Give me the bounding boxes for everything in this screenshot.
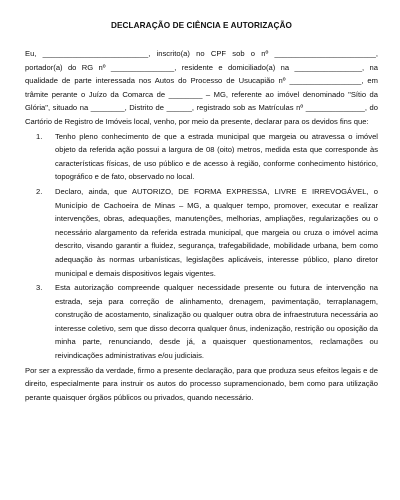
document-title: DECLARAÇÃO DE CIÊNCIA E AUTORIZAÇÃO — [110, 21, 293, 30]
list-item — [25, 281, 378, 363]
item-text: Esta autorização compreende qualquer necessidade presente ou futura de intervenção na estrada, seja para correção de alinhamento, drenagem, pavimentação, terraplanagem, construção de acostamento, sinalização ou qualquer outra obra de infraestrutura necessária ao interesse coletivo, sem que disso decorra qualquer ônus, indenização, restrição ou oposição da minha parte, renunciando, desde já, a quaisquer questionamentos, reclamações ou reivindicações administrativas e/ou judiciais. — [55, 283, 378, 361]
item-number: 1. — [36, 131, 43, 141]
list-item — [25, 130, 378, 184]
item-text: Tenho pleno conhecimento de que a estrada municipal que margeia ou atravessa o imóvel objeto da referida ação possui a largura de 08 (oito) metros, medida esta que corresponde às características físicas, de uso público e de acesso à região, conforme conhecimento histórico, topográfico e de fato, observado no local. — [55, 131, 378, 182]
item-number: 3. — [36, 283, 43, 293]
intro-paragraph: Eu, _________________________, inscrito(a) no CPF sob o nº ________________________, portador(a) do RG nº _______________, residente e domiciliado(a) na ________________, na qualidade de parte interessada nos Autos do Processo de Usucapião nº _________________, em trâmite perante o Juízo da Comarca de ________ – MG, referente ao imóvel denominado "Sítio da Glória", situado na ________, Distrito de ______, registrado sob as Matrículas nº ______________, do Cartório de Registro de Imóveis local, venho, por meio da presente, declarar para os devidos fins que: — [25, 49, 378, 126]
item-number: 2. — [36, 186, 43, 196]
list-item — [25, 185, 378, 280]
declaration-list — [25, 130, 378, 363]
item-text: Declaro, ainda, que AUTORIZO, DE FORMA EXPRESSA, LIVRE E IRREVOGÁVEL, o Município de Cachoeira de Minas – MG, a qualquer tempo, promover, executar e realizar intervenções, obras, adequações, manutenções, melhorias, ampliações, regularizações ou o necessário alargamento da referida estrada municipal, que margeia ou cruza o imóvel acima descrito, visando garantir a fluidez, segurança, trafegabilidade, mobilidade urbana, bem como adequação às normas urbanísticas, legislações aplicáveis, interesse público, plano diretor municipal e demais dispositivos legais vigentes. — [55, 186, 378, 278]
closing-paragraph: Por ser a expressão da verdade, firmo a presente declaração, para que produza seus efeitos legais e de direito, especialmente para instruir os autos do processo supramencionado, bem como para utilização perante quaisquer órgãos públicos ou privados, quando necessário. — [25, 365, 378, 402]
